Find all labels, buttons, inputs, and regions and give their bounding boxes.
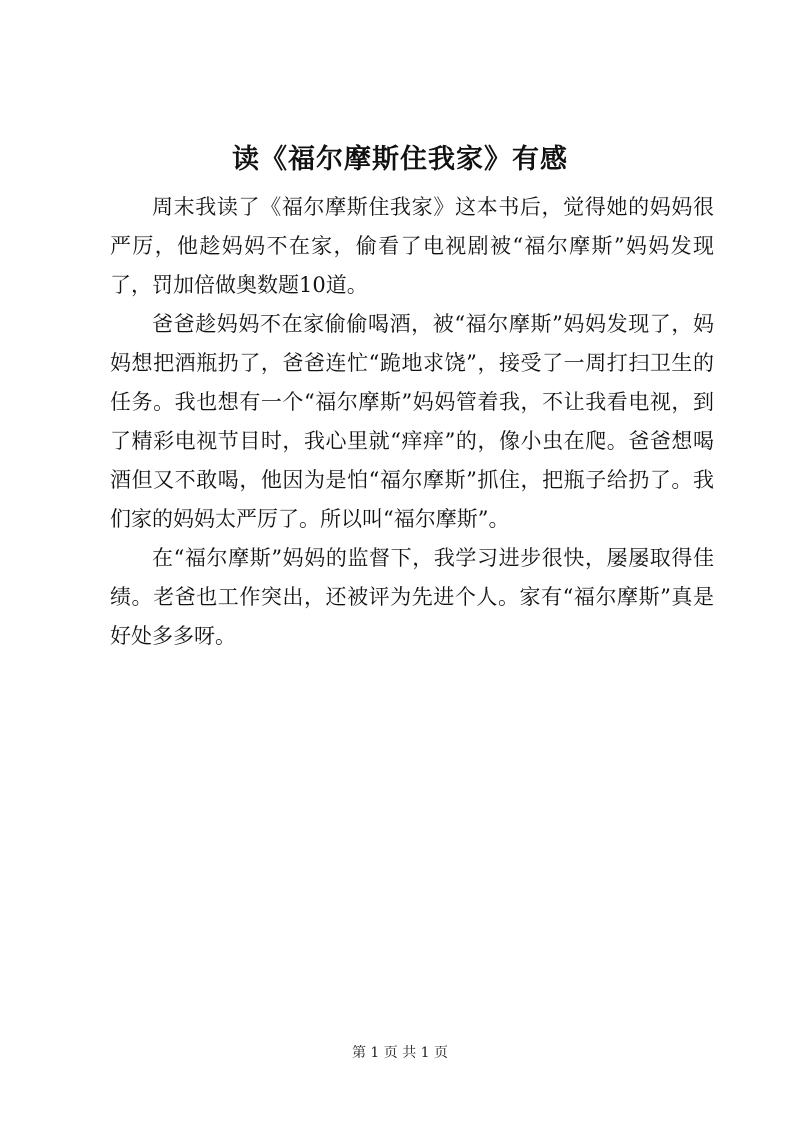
document-title: 读《福尔摩斯住我家》有感 xyxy=(232,144,568,175)
paragraph-3: 在“福尔摩斯”妈妈的监督下，我学习进步很快，屡屡取得佳绩。老爸也工作突出，还被评为先进个人。家有“福尔摩斯”真是好处多多呀。 xyxy=(110,546,714,648)
paragraph-2: 爸爸趁妈妈不在家偷偷喝酒，被“福尔摩斯”妈妈发现了，妈妈想把酒瓶扔了，爸爸连忙“跪地求饶”，接受了一周打扫卫生的任务。我也想有一个“福尔摩斯”妈妈管着我，不让我看电视，到了精彩电视节目时，我心里就“痒痒”的，像小虫在爬。爸爸想喝酒但又不敢喝，他因为是怕“福尔摩斯”抓住，把瓶子给扔了。我们家的妈妈太严厉了。所以叫“福尔摩斯”。 xyxy=(110,312,714,531)
page-footer: 第 1 页 共 1 页 xyxy=(351,1045,449,1061)
document-body xyxy=(110,188,714,656)
paragraph-1: 周末我读了《福尔摩斯住我家》这本书后，觉得她的妈妈很严厉，他趁妈妈不在家，偷看了电视剧被“福尔摩斯”妈妈发现了，罚加倍做奥数题10道。 xyxy=(110,195,714,297)
